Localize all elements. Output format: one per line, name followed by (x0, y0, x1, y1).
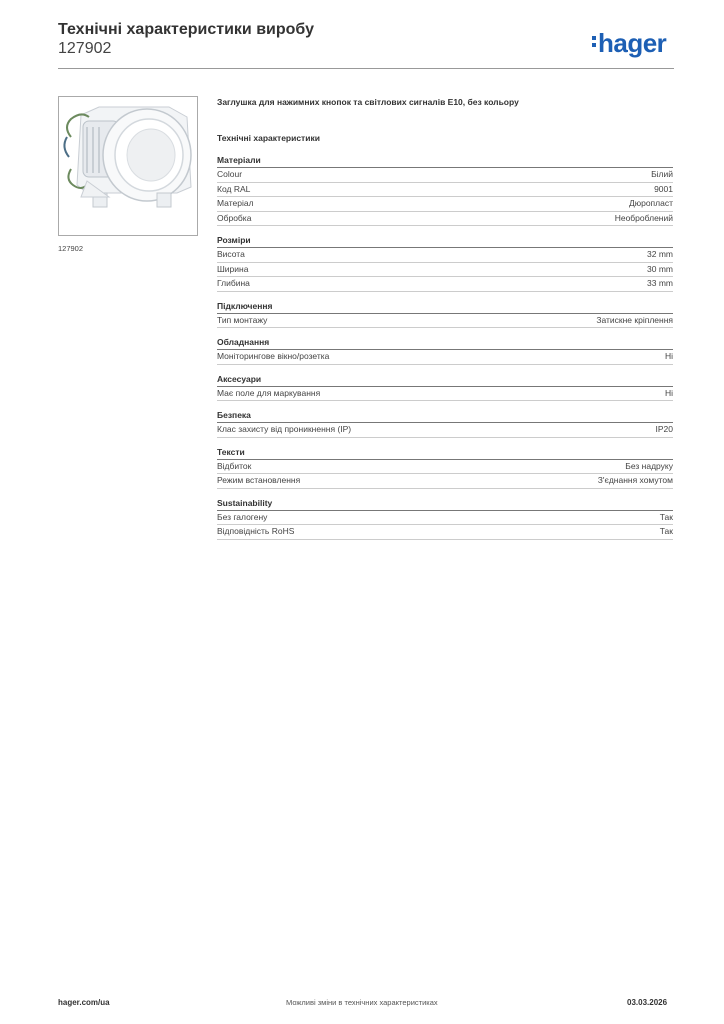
page-title: Технічні характеристики виробу (58, 21, 314, 38)
spec-label: Глибина (217, 278, 250, 288)
spec-value: Необроблений (614, 212, 673, 223)
push-button-cap-icon (59, 97, 197, 235)
section-title: Обладнання (217, 337, 673, 350)
spec-label: Має поле для маркування (217, 387, 321, 398)
spec-row (217, 248, 673, 263)
product-title: Заглушка для нажимних кнопок та світлових сигналів Е10, без кольору (217, 97, 519, 107)
spec-sections (217, 155, 673, 540)
section-title: Підключення (217, 301, 673, 314)
section-title: Аксесуари (217, 374, 673, 387)
spec-row (217, 474, 673, 489)
spec-label: Клас захисту від проникнення (IP) (217, 424, 352, 434)
spec-section (217, 410, 673, 438)
spec-value: 32 mm (647, 249, 673, 259)
spec-value: Ні (664, 387, 673, 398)
spec-row (217, 263, 673, 278)
footer-website: hager.com/ua (58, 998, 110, 1007)
section-title: Тексти (217, 447, 673, 460)
spec-row (217, 387, 673, 402)
spec-label: Матеріал (217, 198, 254, 208)
hager-logo (592, 28, 666, 59)
spec-label: Обробка (217, 212, 252, 223)
spec-row (217, 525, 673, 540)
section-title: Sustainability (217, 498, 673, 511)
spec-section (217, 301, 673, 329)
spec-row (217, 212, 673, 227)
product-image (58, 96, 198, 236)
spec-label: Ширина (217, 263, 249, 274)
spec-value: Ні (664, 351, 673, 361)
section-title: Безпека (217, 410, 673, 423)
spec-value: Без надруку (625, 460, 673, 471)
tech-heading: Технічні характеристики (217, 133, 320, 143)
spec-value: 30 mm (647, 263, 673, 274)
spec-row (217, 511, 673, 526)
spec-row (217, 197, 673, 212)
spec-content (217, 97, 673, 549)
spec-row (217, 183, 673, 198)
spec-label: Моніторингове вікно/розетка (217, 351, 330, 361)
spec-label: Код RAL (217, 183, 251, 194)
logo-text: hager (598, 28, 667, 58)
spec-row (217, 168, 673, 183)
spec-section (217, 337, 673, 365)
spec-section (217, 498, 673, 540)
spec-section (217, 235, 673, 292)
footer-date: 03.03.2026 (627, 998, 668, 1007)
spec-row (217, 350, 673, 365)
spec-row (217, 277, 673, 292)
spec-section (217, 155, 673, 226)
header-divider (58, 68, 674, 69)
spec-row (217, 460, 673, 475)
section-title: Розміри (217, 235, 673, 248)
spec-label: Відбиток (217, 460, 252, 471)
section-title: Матеріали (217, 155, 673, 168)
spec-value: 9001 (654, 183, 673, 194)
spec-label: Відповідність RoHS (217, 526, 295, 536)
spec-value: 33 mm (647, 278, 673, 288)
logo-colon-icon (592, 33, 598, 50)
footer-notice: Можливі зміни в технічних характеристиках (286, 998, 438, 1007)
image-caption: 127902 (58, 244, 84, 253)
spec-value: Білий (651, 169, 673, 179)
spec-value: Так (659, 511, 673, 522)
spec-value: Дюропласт (628, 198, 673, 208)
spec-value: Затискне кріплення (596, 314, 673, 325)
spec-value: З'єднання хомутом (597, 475, 673, 485)
spec-label: Режим встановлення (217, 475, 301, 485)
spec-row (217, 314, 673, 329)
spec-value: IP20 (655, 424, 673, 434)
spec-label: Colour (217, 169, 243, 179)
product-code: 127902 (58, 40, 112, 57)
spec-value: Так (659, 526, 673, 536)
spec-label: Тип монтажу (217, 314, 268, 325)
spec-label: Висота (217, 249, 245, 259)
spec-section (217, 447, 673, 489)
spec-section (217, 374, 673, 402)
spec-label: Без галогену (217, 511, 268, 522)
spec-row (217, 423, 673, 438)
